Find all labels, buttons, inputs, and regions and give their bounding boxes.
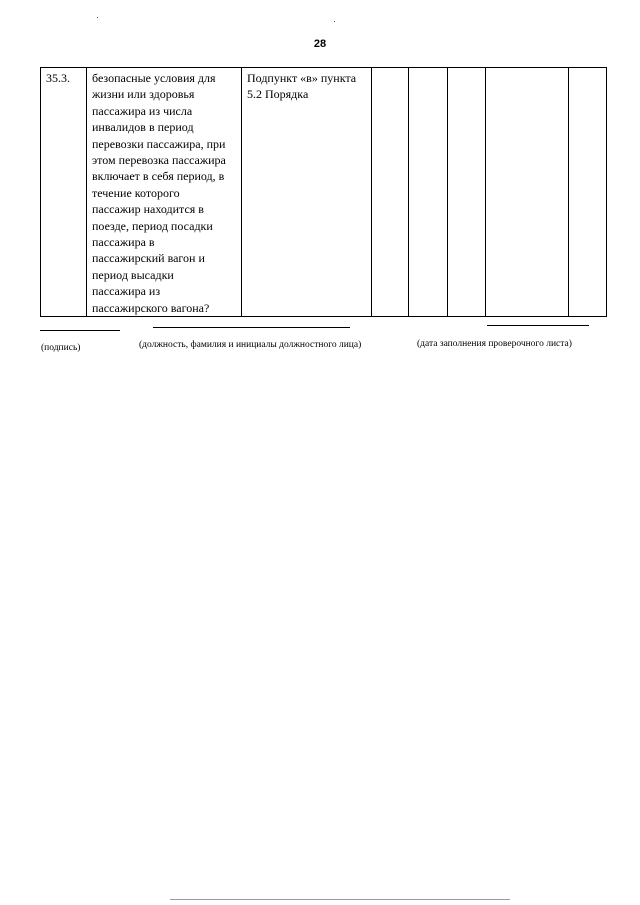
signature-line[interactable] [40,330,120,331]
signature-label: (подпись) [41,343,81,353]
item-number: 35.3. [46,71,70,85]
scan-speck [334,21,335,22]
answer-no-cell[interactable] [409,68,448,317]
position-label: (должность, фамилия и инициалы должностного лица) [139,340,362,350]
checklist-table [40,67,607,317]
reference-text: Подпункт «в» пункта 5.2 Порядка [247,71,357,102]
position-line[interactable] [153,327,350,328]
answer-yes-cell[interactable] [372,68,409,317]
table-row [41,68,607,317]
page-number: 28 [313,38,327,50]
scan-speck [97,17,98,18]
item-number-cell [41,68,87,317]
reference-cell [242,68,372,317]
question-text: безопасные условия для жизни или здоровья пассажира из числа инвалидов в период перевозки пассажира, при этом перевозка пассажира включает в себя период, в течение которого пассажир находится в поезде, период посадки пассажира в пассажирский вагон и период высадки пассажира из пассажирского вагона? [92,71,226,315]
date-label: (дата заполнения проверочного листа) [417,339,572,349]
scan-edge [170,899,510,900]
answer-na-cell[interactable] [448,68,486,317]
note-cell[interactable] [486,68,569,317]
date-line[interactable] [487,325,589,326]
extra-cell[interactable] [569,68,607,317]
question-cell [87,68,242,317]
